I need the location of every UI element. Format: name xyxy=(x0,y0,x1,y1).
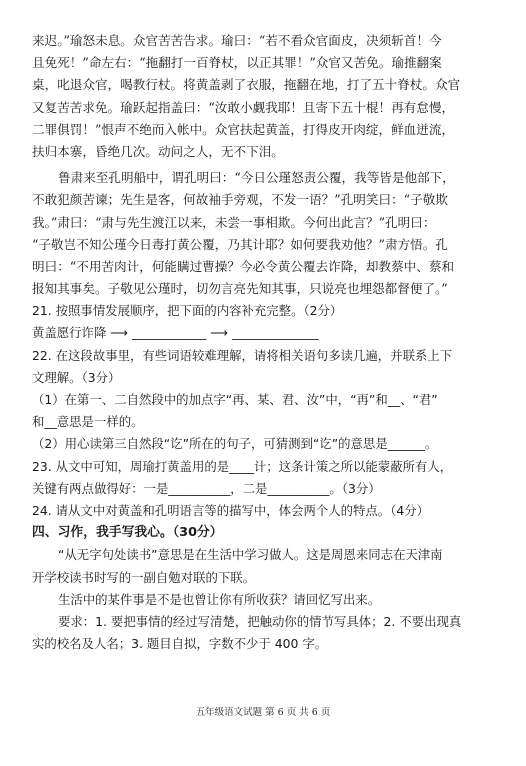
passage-line: 来迟。”瑜怒未息。众官苦苦告求。瑜曰：“若不看众官面皮，决须斩首！今 xyxy=(32,33,442,48)
question-24 xyxy=(32,500,492,522)
passage-line: 扶归本寨，昏绝几次。动问之人，无不下泪。 xyxy=(32,143,284,159)
question-21 xyxy=(32,300,492,344)
passage-line: 且免死！”命左右：“拖翻打一百脊杖，以正其罪！”众官又苦免。瑜推翻案 xyxy=(32,55,442,71)
section-writing xyxy=(32,522,492,655)
writing-requirements: 要求：1. 要把事情的经过写清楚，把触动你的情节写具体；2. 不要出现真 xyxy=(58,613,462,629)
question-text: 21. 按照事情发展顺序，把下面的内容补充完整。（2分） xyxy=(32,303,343,319)
fill-blank-sequence: 黄盖愿行诈降 ⟶ ____________ ⟶ ______________ xyxy=(32,325,319,341)
writing-prompt-line: 开学校读书时写的一副自勉对联的下联。 xyxy=(32,569,256,585)
passage-paragraph-1 xyxy=(32,30,492,163)
passage-line: 明曰：“不用苦肉计，何能瞒过曹操？今必令黄公覆去诈降，却教蔡中、蔡和 xyxy=(32,258,455,274)
passage-line: 我。”肃曰：“肃与先生渡江以来，未尝一事相欺。今何出此言？”孔明曰： xyxy=(32,214,436,230)
question-23 xyxy=(32,456,492,500)
question-text: 22. 在这段故事里，有些词语较难理解，请将相关语句多读几遍，并联系上下 xyxy=(32,347,453,363)
passage-paragraph-2 xyxy=(32,167,492,300)
writing-prompt-line: “从无字句处读书”意思是在生活中学习做人。这是周恩来同志在天津南 xyxy=(58,547,443,563)
section-title: 四、习作，我手写我心。（30分） xyxy=(32,525,223,541)
passage-line: 桌，叱退众官，喝教行杖。将黄盖剥了衣服，拖翻在地，打了五十脊杖。众官 xyxy=(32,77,461,93)
sub-question-2: （2）用心读第三自然段“讫”所在的句子，可猜测到“讫”的意思是______。 xyxy=(32,436,438,452)
passage-line: 二罪俱罚！”恨声不绝而入帐中。众官扶起黄盖，打得皮开肉绽，鲜血迸流， xyxy=(32,121,455,137)
question-text: 23. 从文中可知，周瑜打黄盖用的是____计；这条计策之所以能蒙蔽所有人， xyxy=(32,458,453,474)
writing-prompt-line: 生活中的某件事是不是也曾让你有所收获？请回忆写出来。 xyxy=(58,591,381,607)
passage-line: 鲁肃来至孔明船中，谓孔明曰：“今日公瑾怒责公覆，我等皆是他部下， xyxy=(58,170,455,186)
passage-line: “子敬岂不知公瑾今日毒打黄公覆，乃其计耶？如何要我劝他？”肃方悟。孔 xyxy=(32,236,448,252)
question-text: 文理解。（3分） xyxy=(32,369,121,385)
writing-requirements: 实的校名及人名；3. 题目自拟，字数不少于 400 字。 xyxy=(32,636,328,652)
sub-question-1-cont: 和__意思是一样的。 xyxy=(32,414,144,430)
sub-question-1: （1）在第一、二自然段中的加点字“再、某、君、汝”中，“再”和__、“君” xyxy=(32,392,438,407)
passage-line: 不敢犯颜苦谏；先生是客，何故袖手旁观，不发一语？”孔明笑曰：“子敬欺 xyxy=(32,192,448,208)
passage-line: 报知其事矣。子敬见公瑾时，切勿言亮先知其事，只说亮也埋怨都督便了。” xyxy=(32,281,448,297)
page-footer: 五年级语文试题 第 6 页 共 6 页 xyxy=(195,707,331,718)
passage-line: 又复苦苦求免。瑜跃起指盖曰：“汝敢小觑我耶！且寄下五十棍！再有怠慢， xyxy=(32,99,455,115)
question-text: 24. 请从文中对黄盖和孔明语言等的描写中，体会两个人的特点。（4分） xyxy=(32,502,430,518)
question-text: 关键有两点做得好：一是__________，二是__________。（3分） xyxy=(32,480,381,496)
question-22 xyxy=(32,345,492,456)
